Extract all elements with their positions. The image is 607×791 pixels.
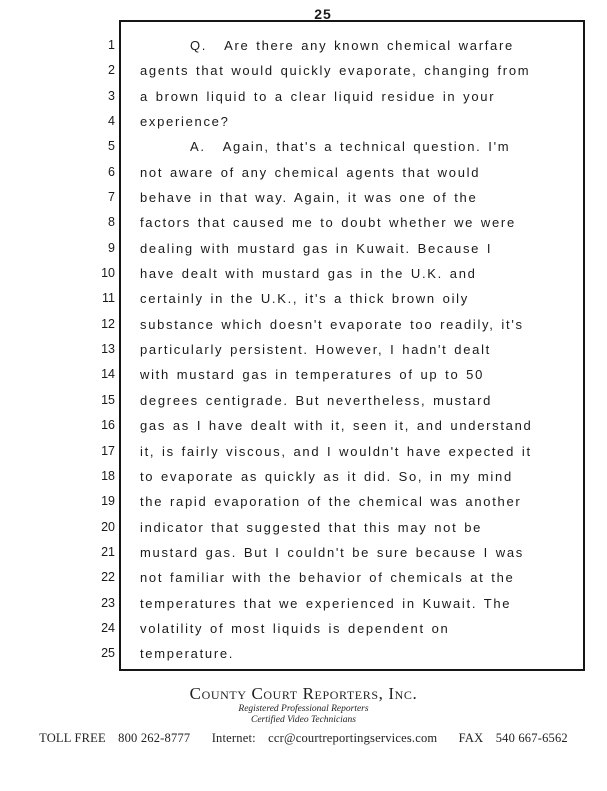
line-number: 8	[108, 215, 115, 230]
transcript-line	[0, 646, 607, 671]
toll-free-label: TOLL FREE	[39, 731, 106, 745]
transcript-line	[0, 317, 607, 342]
internet-label: Internet:	[211, 731, 256, 745]
line-number: 19	[101, 494, 115, 509]
transcript-line	[0, 621, 607, 646]
line-text: have dealt with mustard gas in the U.K. and	[140, 266, 477, 282]
transcript-line	[0, 215, 607, 240]
line-number: 1	[108, 38, 115, 52]
fax-label: FAX	[458, 731, 484, 745]
line-text: mustard gas. But I couldn't be sure because I was	[140, 544, 524, 560]
line-text: behave in that way. Again, it was one of the	[140, 190, 478, 206]
transcript-line	[0, 89, 607, 114]
transcript-line	[0, 367, 607, 392]
line-number: 25	[101, 646, 115, 661]
line-number: 17	[101, 443, 115, 458]
line-number: 24	[101, 620, 115, 635]
line-text: volatility of most liquids is dependent on	[140, 620, 450, 636]
company-tagline-2: Certified Video Technicians	[250, 715, 356, 725]
transcript-line	[0, 393, 607, 418]
transcript-line	[0, 418, 607, 443]
line-text: Q. Are there any known chemical warfare	[190, 38, 514, 53]
line-text: a brown liquid to a clear liquid residue in your	[140, 88, 496, 104]
line-number: 18	[101, 468, 115, 483]
transcript-line	[0, 291, 607, 316]
line-number: 2	[108, 63, 115, 78]
line-text: temperatures that we experienced in Kuwait. The	[140, 595, 512, 611]
line-number: 14	[101, 367, 115, 382]
transcript-line	[0, 139, 607, 164]
transcript-line	[0, 190, 607, 215]
line-number: 9	[108, 240, 115, 255]
transcript-line	[0, 469, 607, 494]
line-text: indicator that suggested that this may not be	[140, 519, 483, 535]
transcript-line	[0, 494, 607, 519]
line-text: not familiar with the behavior of chemicals at the	[140, 570, 515, 586]
line-text: agents that would quickly evaporate, changing from	[140, 63, 531, 79]
line-number: 21	[101, 544, 115, 559]
line-text: the rapid evaporation of the chemical was another	[140, 494, 522, 510]
line-text: dealing with mustard gas in Kuwait. Because I	[140, 240, 493, 256]
transcript-line	[0, 165, 607, 190]
line-text: with mustard gas in temperatures of up to 50	[140, 367, 485, 383]
line-text: to evaporate as quickly as it did. So, in my mind	[140, 468, 513, 484]
line-text: degrees centigrade. But nevertheless, mustard	[140, 392, 493, 408]
transcript-line	[0, 241, 607, 266]
line-text: factors that caused me to doubt whether we were	[140, 215, 516, 231]
line-number: 22	[101, 570, 115, 585]
speaker-label: A.	[190, 139, 206, 155]
line-number: 23	[101, 595, 115, 610]
line-number: 12	[101, 316, 115, 331]
internet-address: ccr@courtreportingservices.com	[268, 731, 438, 745]
transcript-line	[0, 520, 607, 545]
line-text: not aware of any chemical agents that would	[140, 164, 481, 180]
transcript-line	[0, 596, 607, 621]
line-number: 13	[101, 342, 115, 357]
line-number: 15	[101, 392, 115, 407]
speaker-label: Q.	[190, 38, 208, 53]
transcript-line	[0, 342, 607, 367]
line-number: 10	[101, 266, 115, 281]
line-number: 20	[101, 519, 115, 534]
company-tagline-1: Registered Professional Reporters	[238, 704, 369, 714]
line-text: certainly in the U.K., it's a thick brown oily	[140, 291, 469, 307]
line-text: experience?	[140, 114, 230, 130]
line-text: particularly persistent. However, I hadn't dealt	[140, 342, 491, 358]
line-text: A. Again, that's a technical question. I'm	[190, 139, 511, 155]
transcript-line	[0, 570, 607, 595]
transcript-line	[0, 63, 607, 88]
line-text: substance which doesn't evaporate too readily, it's	[140, 316, 524, 332]
page-number: 25	[314, 6, 332, 22]
fax-number: 540 667-6562	[495, 731, 568, 745]
transcript-line	[0, 38, 607, 63]
line-number: 11	[102, 291, 115, 306]
company-name: County Court Reporters, Inc.	[189, 684, 418, 703]
line-text: it, is fairly viscous, and I wouldn't have expected it	[140, 443, 532, 459]
line-number: 3	[108, 88, 115, 103]
line-text: gas as I have dealt with it, seen it, and understand	[140, 418, 533, 434]
contact-line	[0, 731, 607, 746]
line-number: 4	[108, 114, 115, 129]
transcript-body	[0, 38, 607, 672]
toll-free-number: 800 262-8777	[118, 731, 191, 745]
line-number: 5	[108, 139, 115, 154]
transcript-line	[0, 545, 607, 570]
line-number: 6	[108, 164, 115, 179]
reporter-footer	[0, 684, 607, 746]
transcript-line	[0, 114, 607, 139]
transcript-line	[0, 444, 607, 469]
transcript-line	[0, 266, 607, 291]
line-number: 7	[108, 190, 115, 205]
line-text: temperature.	[140, 646, 235, 662]
line-number: 16	[101, 418, 115, 433]
